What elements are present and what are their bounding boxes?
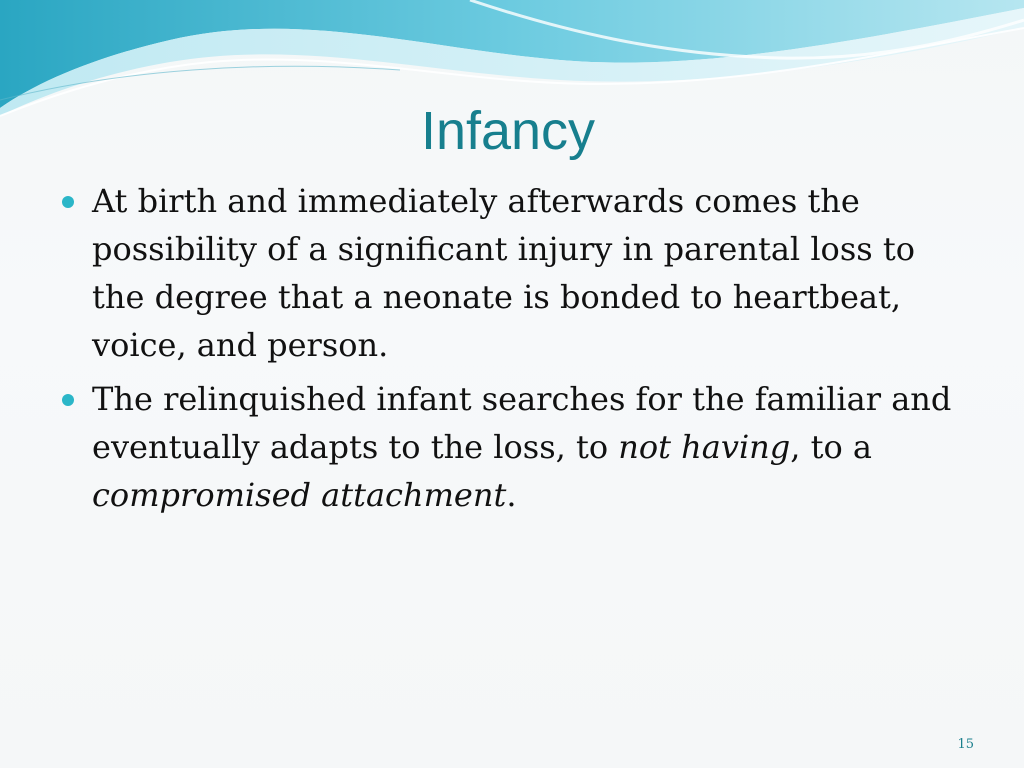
bullet-italic-text: compromised attachment (92, 476, 507, 514)
page-number: 15 (957, 737, 974, 752)
bullet-dot-icon (62, 394, 74, 406)
bullet-item (62, 375, 972, 519)
bullet-text-part: , to a (790, 428, 872, 466)
slide-title: Infancy (420, 101, 596, 161)
bullet-text-part: . (506, 476, 517, 514)
bullet-item (62, 177, 972, 369)
bullet-list (62, 177, 972, 525)
bullet-text: At birth and immediately afterwards comes the possibility of a significant injury in parental loss to the degree that a neonate is bonded to heartbeat, voice, and person. (92, 182, 915, 364)
bullet-text-part: The relinquished infant searches for the familiar and eventually adapts to the loss, to (92, 380, 952, 466)
bullet-dot-icon (62, 196, 74, 208)
bullet-italic-text: not having (618, 428, 791, 466)
